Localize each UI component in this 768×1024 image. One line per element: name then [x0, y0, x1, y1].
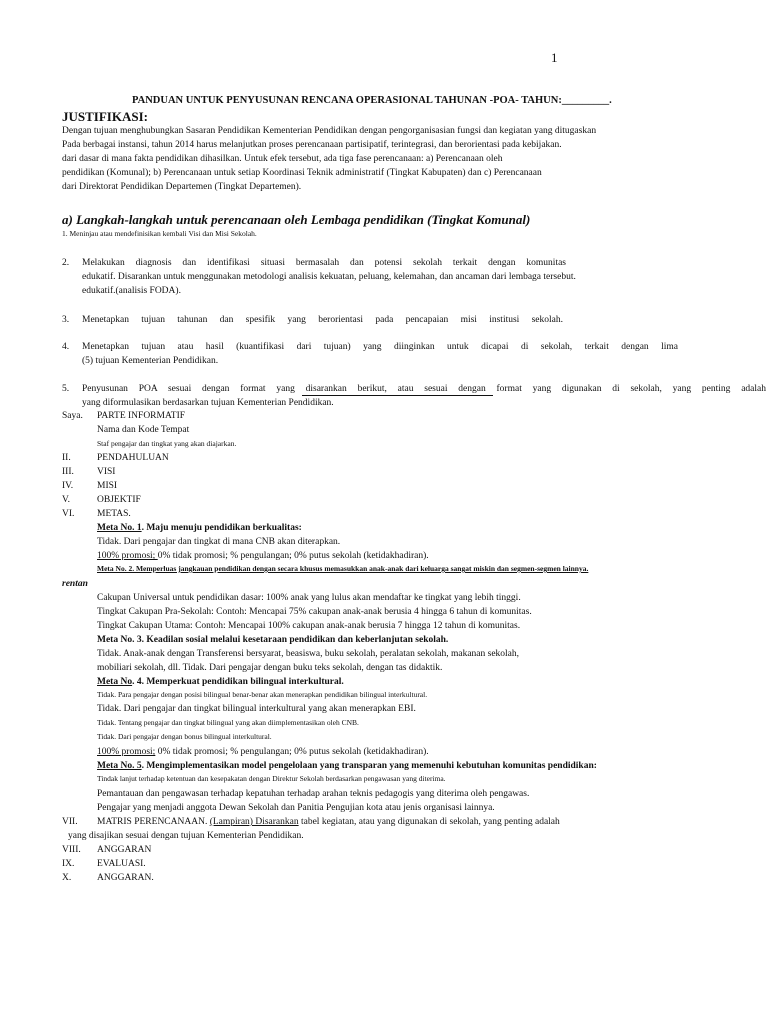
outline-number: X.: [62, 873, 72, 883]
meta-2-title: Meta No. 2. Memperluas jangkauan pendidikan dengan secara khusus memasukkan anak-anak dari keluarga sangat miskin dan segmen-segmen lainnya.: [97, 564, 589, 573]
meta-3-title: Meta No. 3. Keadilan sosial melalui kesetaraan pendidikan dan keberlanjutan sekolah.: [97, 635, 449, 645]
outline-sub: Nama dan Kode Tempat: [97, 425, 190, 435]
step-4-line: Menetapkan tujuan atau hasil (kuantifikasi dari tujuan) yang diinginkan untuk dicapai di sekolah, terkait dengan lima: [82, 342, 678, 352]
outline-label: ANGGARAN: [97, 845, 152, 855]
step-3-line: Menetapkan tujuan tahunan dan spesifik yang berorientasi pada pencapaian misi institusi sekolah.: [82, 315, 563, 325]
justifikasi-line: dari Direktorat Pendidikan Departemen (Tingkat Departemen).: [62, 182, 302, 192]
outline-number: III.: [62, 467, 74, 477]
meta-line: Cakupan Universal untuk pendidikan dasar: 100% anak yang lulus akan mendaftar ke tingkat yang lebih tinggi.: [97, 593, 521, 603]
document-title: PANDUAN UNTUK PENYUSUNAN RENCANA OPERASIONAL TAHUNAN -POA- TAHUN:_________.: [132, 95, 612, 106]
outline-sub: Staf pengajar dan tingkat yang akan diajarkan.: [97, 439, 237, 448]
rentan-label: rentan: [62, 579, 88, 589]
outline-number: IV.: [62, 481, 74, 491]
outline-label: ANGGARAN.: [97, 873, 154, 883]
meta-line: Tindak lanjut terhadap ketentuan dan kesepakatan dengan Direktur Sekolah berdasarkan pengawasan yang diterima.: [97, 774, 446, 783]
step-5-line: Penyusunan POA sesuai dengan format yang disarankan berikut, atau sesuai dengan format yang digunakan di sekolah, yang penting adalah: [82, 384, 766, 394]
meta-line: Tidak. Dari pengajar dan tingkat bilingual interkultural yang akan menerapkan EBI.: [97, 704, 416, 714]
outline-label: EVALUASI.: [97, 859, 146, 869]
outline-label: MISI: [97, 481, 118, 491]
outline-label: OBJEKTIF: [97, 495, 141, 505]
outline-number: V.: [62, 495, 71, 505]
step-2-line: edukatif.(analisis FODA).: [82, 286, 181, 296]
underline-rule: [302, 395, 493, 396]
step-4-line: (5) tujuan Kementerian Pendidikan.: [82, 356, 219, 366]
meta-line: Pemantauan dan pengawasan terhadap kepatuhan terhadap arahan teknis pedagogis yang diterima oleh pengawas.: [97, 789, 530, 799]
outline-number: IX.: [62, 859, 75, 869]
outline-label: PARTE INFORMATIF: [97, 411, 186, 421]
meta-4-title: Meta No. 4. Memperkuat pendidikan bilingual interkultural.: [97, 677, 344, 687]
meta-line: Tidak. Tentang pengajar dan tingkat bilingual yang akan diimplementasikan oleh CNB.: [97, 718, 359, 727]
outline-number: VI.: [62, 509, 75, 519]
justifikasi-line: pendidikan (Komunal); b) Perencanaan untuk setiap Koordinasi Teknik administratif (Tingkat Kabupaten) dan c) Perencanaan: [62, 168, 542, 178]
outline-label: PENDAHULUAN: [97, 453, 169, 463]
meta-line: Tingkat Cakupan Utama: Contoh: Mencapai 100% cakupan anak-anak berusia 7 hingga 12 tahun di komunitas.: [97, 621, 521, 631]
meta-line: 100% promosi; 0% tidak promosi; % pengulangan; 0% putus sekolah (ketidakhadiran).: [97, 747, 429, 757]
meta-line: 100% promosi; 0% tidak promosi; % pengulangan; 0% putus sekolah (ketidakhadiran).: [97, 551, 429, 561]
step-3-number: 3.: [62, 315, 70, 325]
step-5-number: 5.: [62, 384, 70, 394]
meta-line: Tidak. Dari pengajar dengan bonus bilingual interkultural.: [97, 732, 272, 741]
page-number: 1: [551, 50, 558, 65]
meta-5-title: Meta No. 5. Mengimplementasikan model pengelolaan yang transparan yang memenuhi kebutuhan komunitas pendidikan:: [97, 761, 597, 771]
step-2-line: Melakukan diagnosis dan identifikasi situasi bermasalah dan potensi sekolah terkait dengan komunitas: [82, 258, 566, 268]
step-5-line: yang diformulasikan berdasarkan tujuan Kementerian Pendidikan.: [82, 398, 334, 408]
meta-1-title: Meta No. 1. Maju menuju pendidikan berkualitas:: [97, 523, 302, 533]
meta-line: Tidak. Dari pengajar dan tingkat di mana CNB akan diterapkan.: [97, 537, 341, 547]
step-4-number: 4.: [62, 342, 70, 352]
meta-line: Tidak. Anak-anak dengan Transferensi bersyarat, beasiswa, buku sekolah, peralatan sekolah, makanan sekolah,: [97, 649, 520, 659]
justifikasi-line: Dengan tujuan menghubungkan Sasaran Pendidikan Kementerian Pendidikan dengan pengorganisasian fungsi dan kegiatan yang ditugaskan: [62, 126, 597, 136]
meta-line: Tingkat Cakupan Pra-Sekolah: Contoh: Mencapai 75% cakupan anak-anak berusia 4 hingga 6 tahun di komunitas.: [97, 607, 532, 617]
meta-line: Pengajar yang menjadi anggota Dewan Sekolah dan Panitia Pengujian kota atau jenis organisasi lainnya.: [97, 803, 495, 813]
outline-number: Saya.: [62, 411, 83, 421]
outline-number: II.: [62, 453, 71, 463]
step-2-line: edukatif. Disarankan untuk menggunakan metodologi analisis kekuatan, peluang, kelemahan, dan ancaman dari lembaga tersebut.: [82, 272, 576, 282]
outline-number: VIII.: [62, 845, 81, 855]
justifikasi-line: dari dasar di mana fakta pendidikan dihasilkan. Untuk efek tersebut, ada tiga fase perencanaan: a) Perencanaan oleh: [62, 154, 503, 164]
outline-number: VII.: [62, 817, 78, 827]
step-2-number: 2.: [62, 258, 70, 268]
step-1: 1. Meninjau atau mendefinisikan kembali Visi dan Misi Sekolah.: [62, 229, 257, 238]
outline-label: VISI: [97, 467, 116, 477]
matris-line: MATRIS PERENCANAAN. (Lampiran) Disarankan tabel kegiatan, atau yang digunakan di sekolah, yang penting adalah: [97, 817, 560, 827]
justifikasi-heading: JUSTIFIKASI:: [62, 109, 148, 124]
meta-line: Tidak. Para pengajar dengan posisi bilingual benar-benar akan menerapkan pendidikan bilingual interkultural.: [97, 690, 428, 699]
matris-line: yang disajikan sesuai dengan tujuan Kementerian Pendidikan.: [68, 831, 304, 841]
meta-line: mobiliari sekolah, dll. Tidak. Dari pengajar dengan buku teks sekolah, dengan tas didaktik.: [97, 663, 443, 673]
justifikasi-line: Pada berbagai instansi, tahun 2014 harus melanjutkan proses perencanaan partisipatif, terintegrasi, dan berorientasi pada kebijakan.: [62, 140, 562, 150]
section-a-heading: a) Langkah-langkah untuk perencanaan oleh Lembaga pendidikan (Tingkat Komunal): [62, 212, 531, 227]
outline-label: METAS.: [97, 509, 131, 519]
